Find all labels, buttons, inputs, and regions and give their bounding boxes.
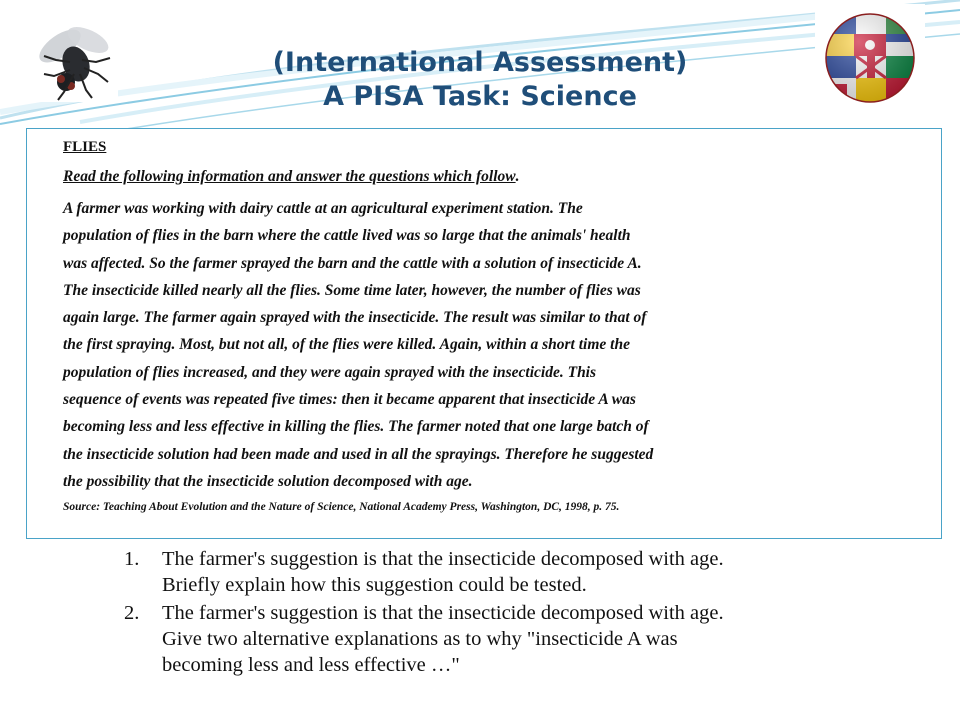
passage-line: becoming less and less effective in killing the flies. The farmer noted that one large batch of	[63, 418, 649, 436]
question-line: The farmer's suggestion is that the insecticide decomposed with age.	[162, 602, 724, 624]
passage-line: the insecticide solution had been made and used in all the sprayings. Therefore he suggested	[63, 445, 654, 463]
question-line: The farmer's suggestion is that the insecticide decomposed with age.	[162, 548, 724, 570]
instruction-period: .	[515, 168, 520, 185]
flag-globe-icon	[815, 4, 925, 112]
title-line-2: A PISA Task: Science	[323, 81, 637, 112]
question-number: 1.	[124, 548, 140, 570]
passage-content	[63, 137, 933, 513]
passage-line: A farmer was working with dairy cattle at an agricultural experiment station. The	[63, 200, 583, 217]
passage-instruction	[63, 167, 933, 187]
question-item	[124, 600, 924, 678]
passage-heading: FLIES	[63, 139, 107, 155]
passage-line: again large. The farmer again sprayed with the insecticide. The result was similar to that of	[63, 309, 647, 327]
question-text	[162, 546, 724, 598]
passage-line: The insecticide killed nearly all the flies. Some time later, however, the number of flies was	[63, 281, 641, 299]
passage-line: was affected. So the farmer sprayed the barn and the cattle with a solution of insecticide A.	[63, 254, 642, 272]
question-list	[124, 546, 924, 680]
page-title	[150, 46, 810, 114]
question-line: Briefly explain how this suggestion could be tested.	[162, 574, 587, 596]
fly-icon	[30, 16, 118, 102]
question-text	[162, 600, 724, 678]
question-number: 2.	[124, 602, 140, 624]
flag-globe-image	[815, 4, 925, 112]
question-line: Give two alternative explanations as to why "insecticide A was	[162, 628, 678, 650]
passage-text	[63, 195, 933, 495]
fly-image	[30, 16, 118, 102]
passage-line: the first spraying. Most, but not all, of the flies were killed. Again, within a short time the	[63, 336, 630, 354]
passage-line: the possibility that the insecticide solution decomposed with age.	[63, 472, 473, 490]
passage-line: population of flies in the barn where the cattle lived was so large that the animals' health	[63, 227, 631, 245]
passage-box	[26, 128, 942, 539]
instruction-text: Read the following information and answer the questions which follow	[63, 168, 516, 185]
passage-line: population of flies increased, and they were again sprayed with the insecticide. This	[63, 363, 597, 381]
title-line-1: (International Assessment)	[272, 47, 688, 78]
question-line: becoming less and less effective …"	[162, 654, 460, 676]
passage-line: sequence of events was repeated five times: then it became apparent that insecticide A was	[63, 391, 636, 409]
passage-source: Source: Teaching About Evolution and the Nature of Science, National Academy Press, Washington, DC, 1998, p. 75.	[63, 501, 620, 514]
question-item	[124, 546, 924, 598]
